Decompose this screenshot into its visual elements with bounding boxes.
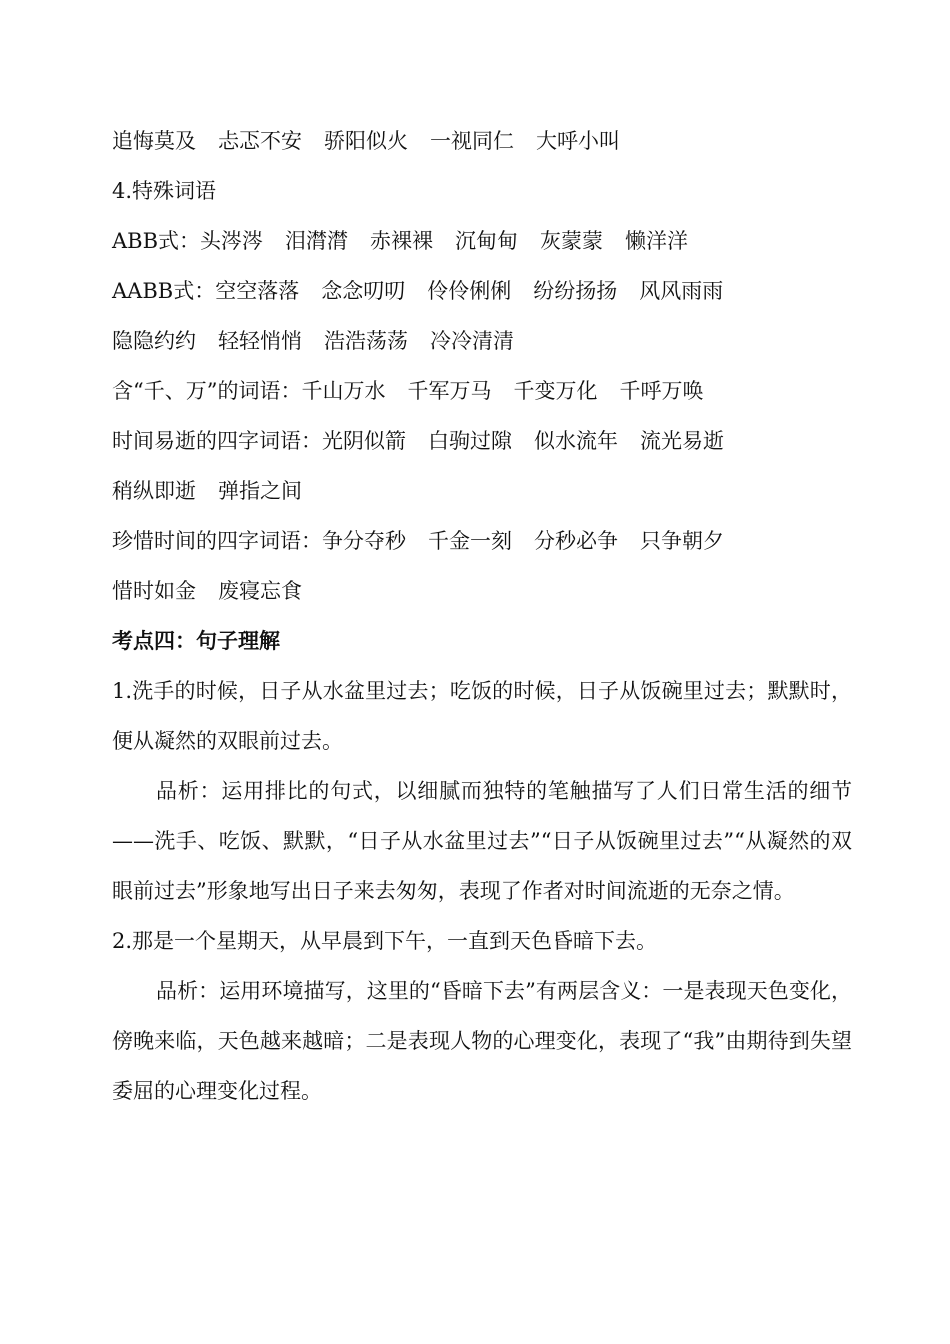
word: 废寝忘食	[218, 579, 302, 603]
analysis-1: 品析：运用排比的句式，以细腻而独特的笔触描写了人们日常生活的细节——洗手、吃饭、默默，“日子从水盆里过去”“日子从饭碗里过去”“从凝然的双眼前过去”形象地写出日子来去匆匆，表现了作者对时间流逝的无奈之情。	[112, 779, 852, 903]
word: 风风雨雨	[639, 279, 724, 303]
word: 流光易逝	[640, 429, 724, 453]
word: 泪潸潸	[285, 229, 349, 253]
word: 赤裸裸	[370, 229, 434, 253]
abb-label: ABB式：	[112, 229, 201, 253]
special-words-title: 4.特殊词语	[112, 179, 217, 203]
sentence-1: 1.洗手的时候，日子从水盆里过去；吃饭的时候，日子从饭碗里过去；默默时，便从凝然的双眼前过去。	[112, 679, 852, 753]
time-passing-row	[112, 416, 852, 466]
word: 空空落落	[215, 279, 300, 303]
word: 骄阳似火	[324, 129, 408, 153]
word: 千军万马	[407, 379, 492, 403]
time-passing-label: 时间易逝的四字词语：	[112, 429, 322, 453]
word: 千金一刻	[428, 529, 512, 553]
word: 一视同仁	[430, 129, 514, 153]
word: 追悔莫及	[112, 129, 196, 153]
word: 弹指之间	[218, 479, 302, 503]
cherish-time-label: 珍惜时间的四字词语：	[112, 529, 322, 553]
word: 忐忑不安	[218, 129, 302, 153]
word: 灰蒙蒙	[540, 229, 604, 253]
word: 隐隐约约	[112, 329, 196, 353]
word: 沉甸甸	[455, 229, 519, 253]
word: 纷纷扬扬	[533, 279, 618, 303]
word: 只争朝夕	[640, 529, 724, 553]
time-passing-row-continued	[112, 466, 852, 516]
word: 伶伶俐俐	[427, 279, 512, 303]
idiom-row	[112, 116, 852, 166]
word: 分秒必争	[534, 529, 618, 553]
aabb-row	[112, 266, 852, 316]
word: 头涔涔	[200, 229, 264, 253]
word: 稍纵即逝	[112, 479, 196, 503]
cherish-time-row-continued	[112, 566, 852, 616]
word: 白驹过隙	[428, 429, 512, 453]
word: 争分夺秒	[322, 529, 406, 553]
word: 似水流年	[534, 429, 618, 453]
word: 千变万化	[513, 379, 598, 403]
analysis-2: 品析：运用环境描写，这里的“昏暗下去”有两层含义：一是表现天色变化，傍晚来临，天色越来越暗；二是表现人物的心理变化，表现了“我”由期待到失望委屈的心理变化过程。	[112, 979, 852, 1103]
word: 浩浩荡荡	[324, 329, 408, 353]
word: 冷冷清清	[430, 329, 514, 353]
word: 光阴似箭	[322, 429, 406, 453]
section-heading: 考点四：句子理解	[112, 628, 280, 653]
word: 懒洋洋	[625, 229, 689, 253]
word: 大呼小叫	[536, 129, 620, 153]
document-page	[112, 116, 852, 1116]
word: 惜时如金	[112, 579, 196, 603]
cherish-time-row	[112, 516, 852, 566]
qian-wan-row	[112, 366, 852, 416]
word: 念念叨叨	[321, 279, 406, 303]
word: 轻轻悄悄	[218, 329, 302, 353]
aabb-row-continued	[112, 316, 852, 366]
word: 千山万水	[301, 379, 386, 403]
word: 千呼万唤	[619, 379, 704, 403]
qian-wan-label: 含“千、万”的词语：	[112, 379, 302, 403]
sentence-2: 2.那是一个星期天，从早晨到下午，一直到天色昏暗下去。	[112, 929, 658, 953]
aabb-label: AABB式：	[112, 279, 216, 303]
abb-row	[112, 216, 852, 266]
